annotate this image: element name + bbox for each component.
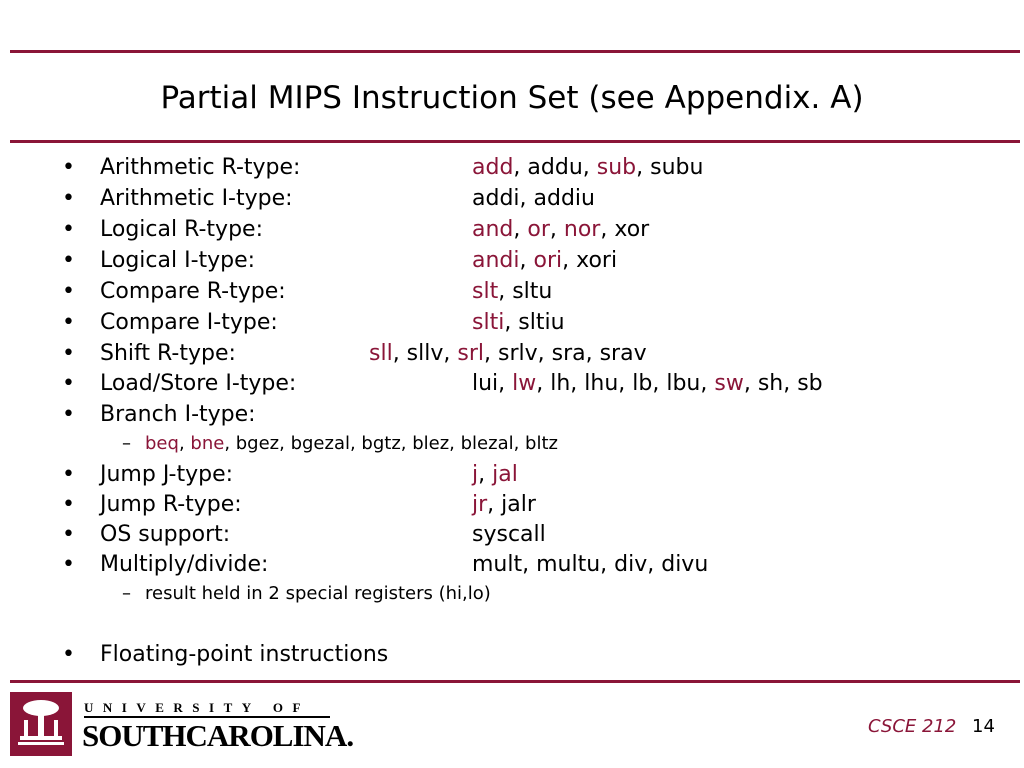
instruction-highlight: add [472,155,514,180]
instruction-text: , xor [600,217,650,242]
instruction-highlight: sll [369,341,393,366]
bullet-instructions [472,154,703,182]
instruction-text: , xori [562,248,618,273]
bullet-instructions [472,247,617,275]
sub-item-text: result held in 2 special registers (hi,lo) [145,583,491,604]
bullet-label: Logical R-type: [100,217,263,242]
instruction-text: mult, multu, div, divu [472,552,709,577]
footer-rule [10,680,1020,683]
bullet-icon: • [62,155,75,180]
bullet-label: Arithmetic R-type: [100,155,301,180]
instruction-text: , lh, lhu, lb, lbu, [536,371,715,396]
instruction-text: , sh, sb [743,371,823,396]
course-label: CSCE 212 [868,716,957,737]
instruction-text: , bgez, bgezal, bgtz, blez, blezal, bltz [224,433,558,454]
bullet-icon: • [62,492,75,517]
bullet-label: Branch I-type: [100,402,256,427]
instruction-text: , [513,217,528,242]
instruction-text: , subu [636,155,704,180]
instruction-text: , sltiu [504,310,565,335]
bullet-icon: • [62,310,75,335]
bullet-label: Shift R-type: [100,341,236,366]
bullet-label: Multiply/divide: [100,552,269,577]
bullet-instructions [369,340,647,368]
instruction-highlight: j [472,462,479,487]
dash-icon: – [122,433,131,454]
bullet-instructions [472,521,546,549]
bullet-instructions [472,185,595,213]
instruction-highlight: or [527,217,550,242]
bullet-label: Compare I-type: [100,310,278,335]
dash-icon: – [122,583,131,604]
instruction-text: , [178,433,191,454]
bullet-label: Compare R-type: [100,279,286,304]
bullet-icon: • [62,402,75,427]
title-rule [10,140,1020,143]
instruction-highlight: beq [145,433,179,454]
instruction-highlight: sw [714,371,744,396]
bullet-icon: • [62,279,75,304]
instruction-highlight: jal [492,462,518,487]
instruction-text: syscall [472,522,546,547]
instruction-highlight: andi [472,248,520,273]
bullet-icon: • [62,522,75,547]
bullet-instructions [472,216,649,244]
instruction-text: , addu, [513,155,597,180]
instruction-highlight: slt [472,279,499,304]
bullet-instructions [472,551,708,579]
bullet-label: Load/Store I-type: [100,371,297,396]
instruction-text: , srlv, sra, srav [484,341,647,366]
bullet-label: Arithmetic I-type: [100,186,293,211]
bullet-icon: • [62,552,75,577]
usc-logo-icon [10,692,72,756]
south-carolina-wordmark: SOUTHCAROLINA. [82,718,354,753]
bullet-instructions [472,309,565,337]
instruction-highlight: sub [596,155,637,180]
bullet-label: Logical I-type: [100,248,256,273]
top-rule [10,50,1020,53]
instruction-text: , sllv, [392,341,458,366]
instruction-highlight: srl [457,341,484,366]
bullet-icon: • [62,642,75,667]
bullet-instructions [472,491,536,519]
instruction-highlight: jr [472,492,488,517]
bullet-icon: • [62,462,75,487]
instruction-highlight: and [472,217,514,242]
bullet-instructions [472,278,552,306]
bullet-label: OS support: [100,522,231,547]
instruction-text: , [478,462,493,487]
instruction-text: , [519,248,534,273]
instruction-text: , [549,217,564,242]
bullet-label: Jump R-type: [100,492,242,517]
bullet-label: Floating-point instructions [100,642,389,667]
instruction-highlight: nor [563,217,601,242]
instruction-highlight: slti [472,310,505,335]
bullet-instructions [472,370,823,398]
bullet-icon: • [62,186,75,211]
bullet-instructions [472,461,518,489]
instruction-text: addi, addiu [472,186,595,211]
slide-title: Partial MIPS Instruction Set (see Appendix. A) [160,80,864,116]
bullet-icon: • [62,371,75,396]
instruction-highlight: ori [533,248,563,273]
bullet-icon: • [62,217,75,242]
sub-item-text [145,432,558,456]
university-of-text: UNIVERSITY OF [84,700,310,715]
instruction-text: lui, [472,371,513,396]
instruction-text: , jalr [487,492,536,517]
page-number: 14 [972,716,995,737]
bullet-icon: • [62,248,75,273]
instruction-text: , sltu [498,279,553,304]
bullet-icon: • [62,341,75,366]
bullet-label: Jump J-type: [100,462,234,487]
instruction-highlight: lw [512,371,537,396]
instruction-highlight: bne [190,433,225,454]
